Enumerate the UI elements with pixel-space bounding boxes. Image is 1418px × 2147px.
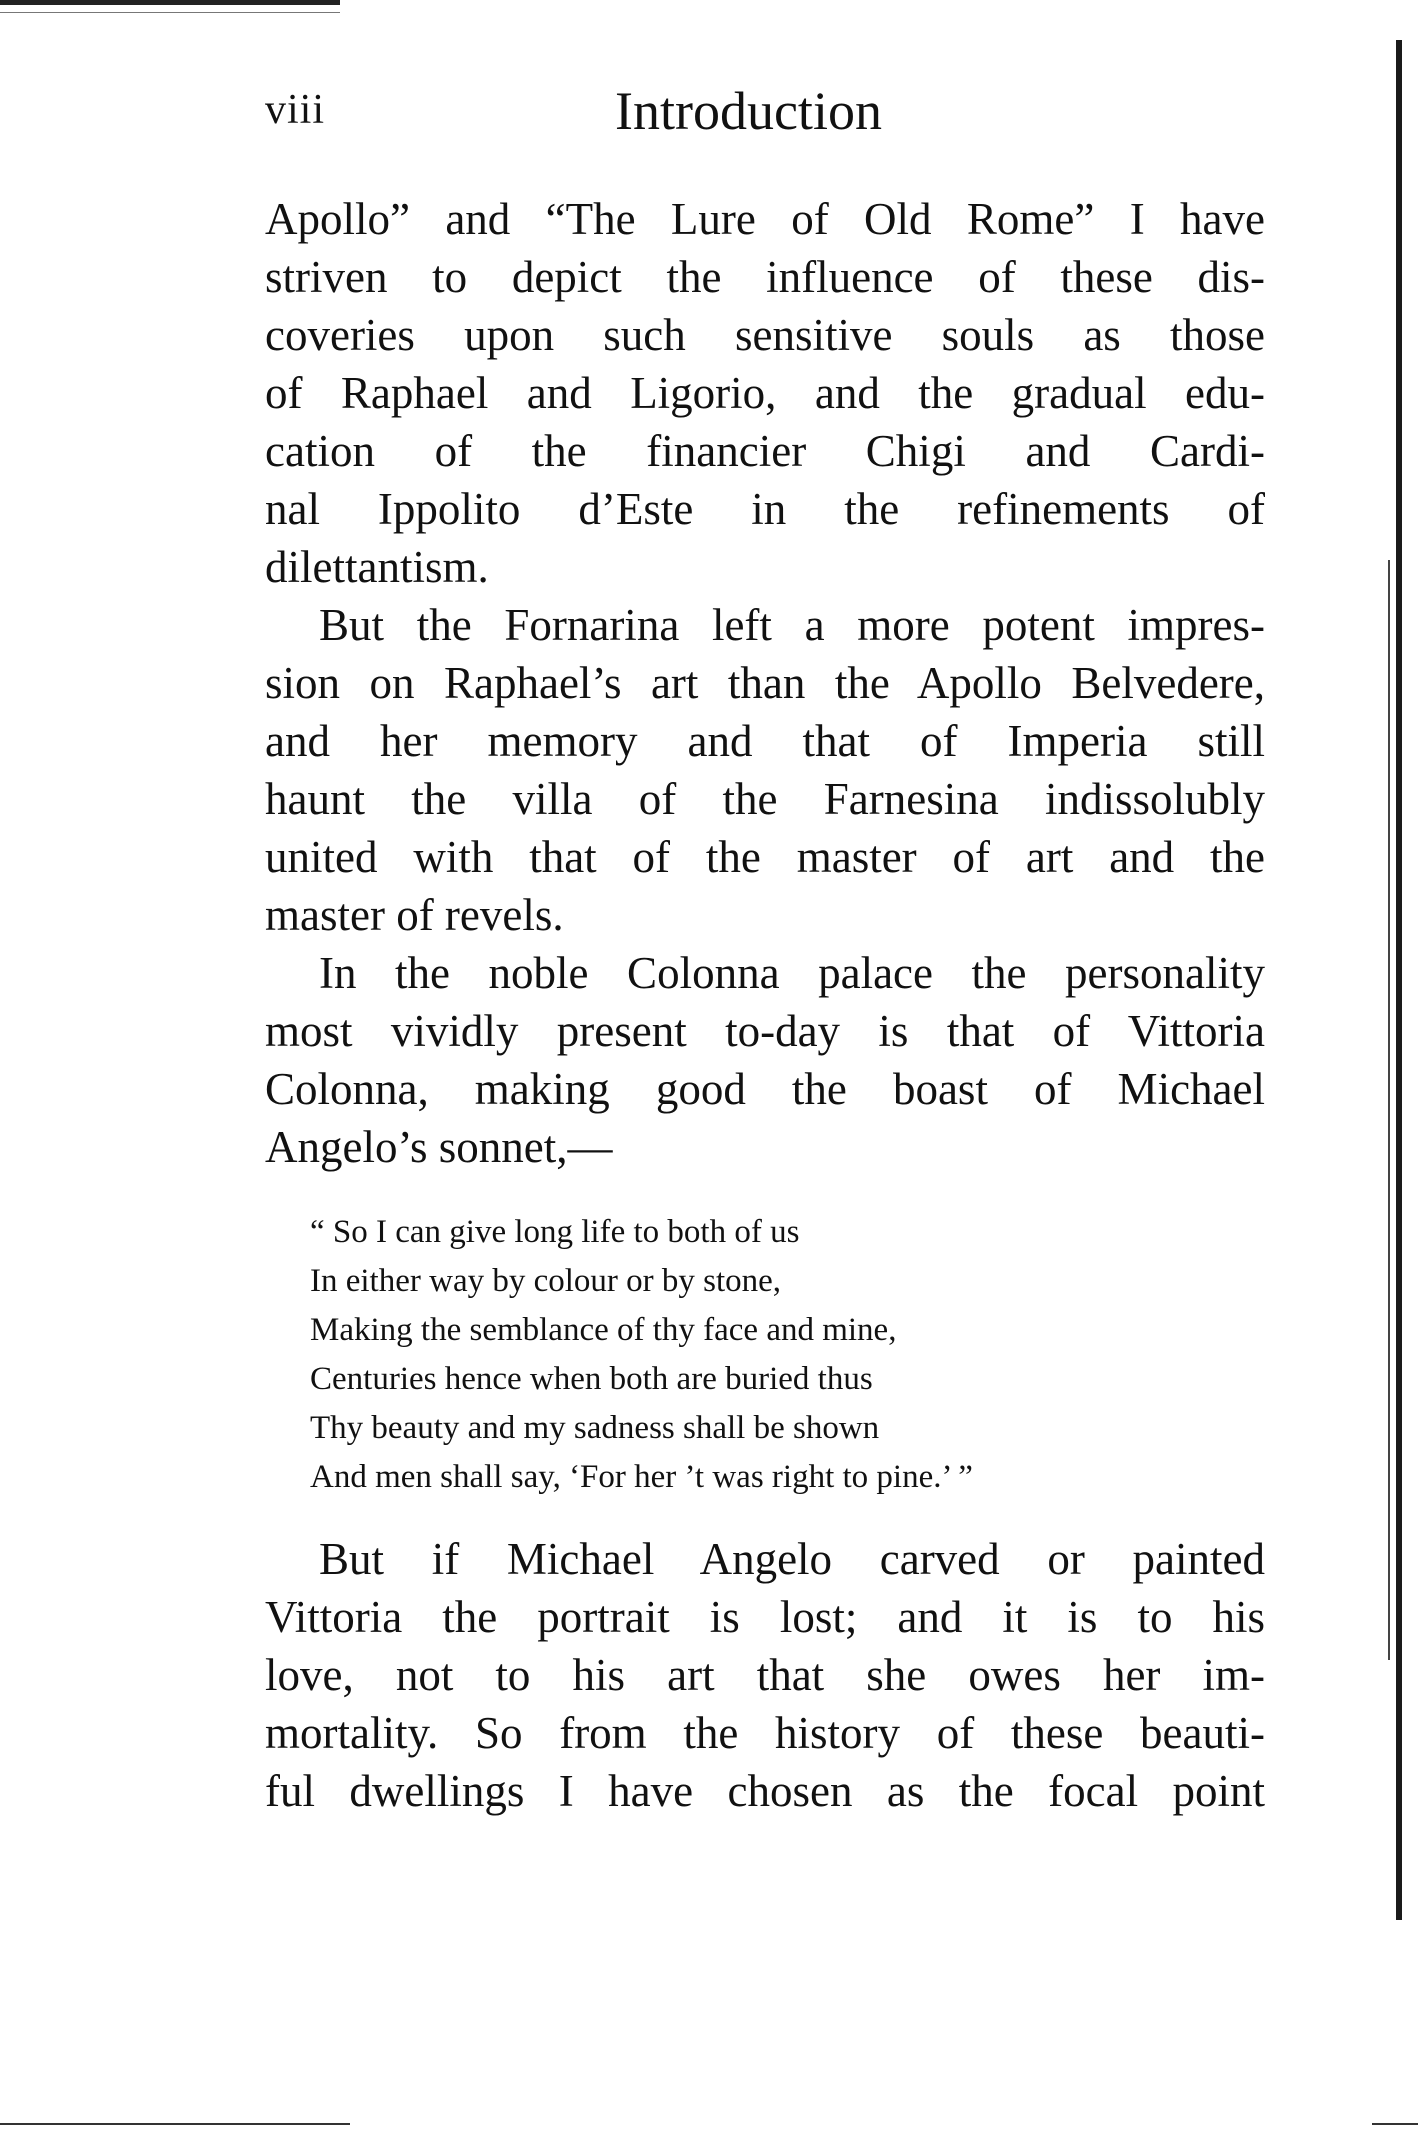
text-line: cation of the financier Chigi and Cardi- bbox=[265, 426, 1265, 476]
text-line: In the noble Colonna palace the personality bbox=[319, 948, 1265, 998]
text-line: ful dwellings I have chosen as the focal point bbox=[265, 1766, 1265, 1816]
text-line: coveries upon such sensitive souls as those bbox=[265, 310, 1265, 360]
verse-quotation bbox=[310, 1208, 1270, 1502]
text-line: Angelo’s sonnet,— bbox=[265, 1122, 613, 1172]
text-line: Colonna, making good the boast of Michael bbox=[265, 1064, 1265, 1114]
text-line: and her memory and that of Imperia still bbox=[265, 716, 1265, 766]
scan-edge-right-inner bbox=[1388, 560, 1390, 1660]
text-line: love, not to his art that she owes her im- bbox=[265, 1650, 1265, 1700]
verse-line: Making the semblance of thy face and mine, bbox=[310, 1312, 897, 1348]
text-line: united with that of the master of art and the bbox=[265, 832, 1265, 882]
paragraph bbox=[265, 1530, 1265, 1820]
paragraph bbox=[265, 190, 1265, 596]
text-line: striven to depict the influence of these dis- bbox=[265, 252, 1265, 302]
text-line: haunt the villa of the Farnesina indissolubly bbox=[265, 774, 1265, 824]
body-text-top bbox=[265, 190, 1265, 1176]
text-line: mortality. So from the history of these beauti- bbox=[265, 1708, 1265, 1758]
text-line: dilettantism. bbox=[265, 542, 489, 592]
verse-line: In either way by colour or by stone, bbox=[310, 1263, 782, 1299]
scan-edge-right bbox=[1396, 40, 1402, 1920]
text-line: most vividly present to-day is that of Vittoria bbox=[265, 1006, 1265, 1056]
text-line: Apollo” and “The Lure of Old Rome” I have bbox=[265, 194, 1265, 244]
text-line: master of revels. bbox=[265, 890, 564, 940]
body-text-bottom bbox=[265, 1530, 1265, 1820]
text-line: nal Ippolito d’Este in the refinements of bbox=[265, 484, 1265, 534]
scan-edge-top bbox=[0, 0, 340, 5]
text-line: Vittoria the portrait is lost; and it is to his bbox=[265, 1592, 1265, 1642]
scan-edge-top-thin bbox=[0, 12, 340, 13]
running-head bbox=[265, 80, 1265, 150]
text-line: sion on Raphael’s art than the Apollo Belvedere, bbox=[265, 658, 1265, 708]
text-line: But the Fornarina left a more potent impres- bbox=[319, 600, 1265, 650]
text-line: But if Michael Angelo carved or painted bbox=[319, 1534, 1265, 1584]
paragraph bbox=[265, 944, 1265, 1176]
running-title: Introduction bbox=[615, 81, 882, 141]
paragraph bbox=[265, 596, 1265, 944]
verse-line: Centuries hence when both are buried thus bbox=[310, 1361, 873, 1397]
verse-line: And men shall say, ‘For her ’t was right to pine.’ ” bbox=[310, 1459, 973, 1495]
scan-edge-bottom-left bbox=[0, 2123, 350, 2125]
text-line: of Raphael and Ligorio, and the gradual edu- bbox=[265, 368, 1265, 418]
verse-line: “ So I can give long life to both of us bbox=[310, 1214, 800, 1250]
scan-edge-bottom-right bbox=[1372, 2123, 1418, 2125]
page-number: viii bbox=[265, 87, 326, 133]
verse-line: Thy beauty and my sadness shall be shown bbox=[310, 1410, 880, 1446]
